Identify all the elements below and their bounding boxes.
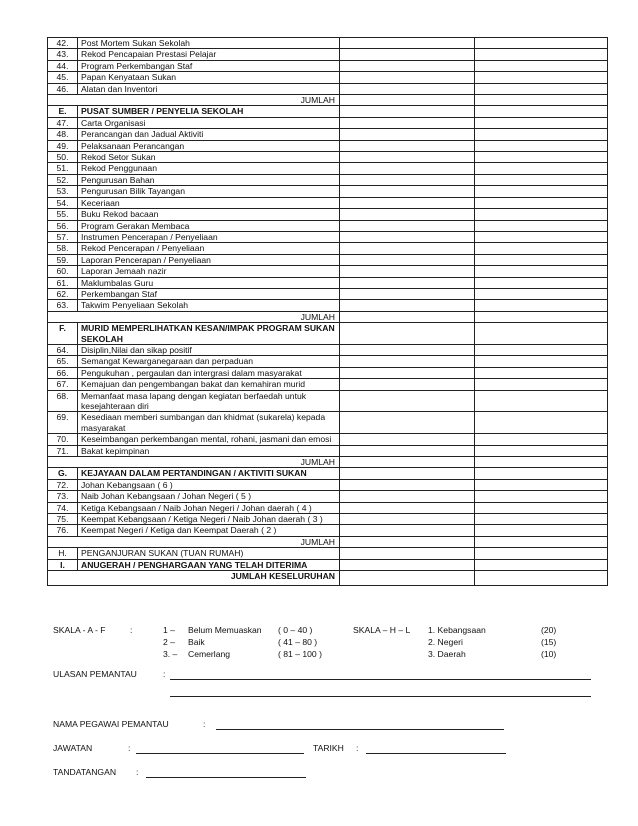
score-cell[interactable] bbox=[340, 311, 475, 322]
row-description: Rekod Pencerapan / Penyeliaan bbox=[78, 243, 340, 254]
row-number: 55. bbox=[48, 209, 78, 220]
score-cell[interactable] bbox=[340, 49, 475, 60]
score-cell[interactable] bbox=[340, 344, 475, 355]
remarks-cell[interactable] bbox=[475, 277, 608, 288]
remarks-cell[interactable] bbox=[475, 356, 608, 367]
item-row bbox=[48, 367, 608, 378]
remarks-cell[interactable] bbox=[475, 243, 608, 254]
row-description: Papan Kenyataan Sukan bbox=[78, 72, 340, 83]
remarks-cell[interactable] bbox=[475, 502, 608, 513]
row-number: 50. bbox=[48, 152, 78, 163]
scale-hl-points-3: (10) bbox=[541, 649, 557, 659]
item-row bbox=[48, 356, 608, 367]
total-row bbox=[48, 311, 608, 322]
row-number: 61. bbox=[48, 277, 78, 288]
score-cell[interactable] bbox=[340, 106, 475, 117]
scale-af-label: SKALA - A - F bbox=[53, 625, 106, 635]
row-description: Alatan dan Inventori bbox=[78, 83, 340, 94]
item-row bbox=[48, 174, 608, 185]
scale-af-no-3: 3. – bbox=[163, 649, 178, 659]
row-number: 49. bbox=[48, 140, 78, 151]
row-number: 74. bbox=[48, 502, 78, 513]
remarks-cell[interactable] bbox=[475, 95, 608, 106]
remarks-cell[interactable] bbox=[475, 129, 608, 140]
score-cell[interactable] bbox=[340, 129, 475, 140]
row-description: Program Gerakan Membaca bbox=[78, 220, 340, 231]
item-row bbox=[48, 277, 608, 288]
item-row bbox=[48, 344, 608, 355]
section-row bbox=[48, 559, 608, 570]
scale-af-range-1: ( 0 – 40 ) bbox=[278, 625, 313, 635]
row-number: 76. bbox=[48, 525, 78, 536]
remarks-cell[interactable] bbox=[475, 457, 608, 468]
ulasan-colon: : bbox=[163, 669, 166, 679]
row-description: Perancangan dan Jadual Aktiviti bbox=[78, 129, 340, 140]
score-cell[interactable] bbox=[340, 186, 475, 197]
row-number: F. bbox=[48, 323, 78, 345]
row-description: Kemajuan dan pengembangan bakat dan kemahiran murid bbox=[78, 379, 340, 390]
row-number: I. bbox=[48, 559, 78, 570]
remarks-cell[interactable] bbox=[475, 536, 608, 547]
remarks-cell[interactable] bbox=[475, 254, 608, 265]
jawatan-colon: : bbox=[128, 743, 131, 753]
tarikh-line[interactable] bbox=[366, 743, 506, 754]
scale-hl-name-2: 2. Negeri bbox=[428, 637, 463, 647]
row-description: Memanfaat masa lapang dengan kegiatan berfaedah untuk kesejahteraan diri bbox=[78, 390, 340, 412]
item-row bbox=[48, 49, 608, 60]
row-number: 59. bbox=[48, 254, 78, 265]
row-description: Kesediaan memberi sumbangan dan khidmat (sukarela) kepada masyarakat bbox=[78, 412, 340, 434]
item-row bbox=[48, 288, 608, 299]
total-label: JUMLAH bbox=[48, 457, 340, 468]
nama-label: NAMA PEGAWAI PEMANTAU bbox=[53, 719, 169, 729]
item-row bbox=[48, 479, 608, 490]
remarks-cell[interactable] bbox=[475, 514, 608, 525]
remarks-cell[interactable] bbox=[475, 231, 608, 242]
item-row bbox=[48, 197, 608, 208]
row-description: Johan Kebangsaan ( 6 ) bbox=[78, 479, 340, 490]
score-cell[interactable] bbox=[340, 288, 475, 299]
row-description: Maklumbalas Guru bbox=[78, 277, 340, 288]
item-row bbox=[48, 209, 608, 220]
score-cell[interactable] bbox=[340, 468, 475, 479]
score-cell[interactable] bbox=[340, 209, 475, 220]
row-number: 71. bbox=[48, 445, 78, 456]
row-number: E. bbox=[48, 106, 78, 117]
row-description: Rekod Penggunaan bbox=[78, 163, 340, 174]
total-label: JUMLAH bbox=[48, 536, 340, 547]
score-cell[interactable] bbox=[340, 277, 475, 288]
remarks-cell[interactable] bbox=[475, 38, 608, 49]
remarks-cell[interactable] bbox=[475, 197, 608, 208]
row-description: PENGANJURAN SUKAN (TUAN RUMAH) bbox=[78, 548, 340, 559]
score-cell[interactable] bbox=[340, 72, 475, 83]
score-cell[interactable] bbox=[340, 536, 475, 547]
row-description: Pengurusan Bilik Tayangan bbox=[78, 186, 340, 197]
score-cell[interactable] bbox=[340, 457, 475, 468]
remarks-cell[interactable] bbox=[475, 209, 608, 220]
score-cell[interactable] bbox=[340, 117, 475, 128]
score-cell[interactable] bbox=[340, 479, 475, 490]
item-row bbox=[48, 243, 608, 254]
remarks-cell[interactable] bbox=[475, 83, 608, 94]
jawatan-line[interactable] bbox=[136, 743, 304, 754]
score-cell[interactable] bbox=[340, 163, 475, 174]
row-number: 60. bbox=[48, 266, 78, 277]
row-description: Perkembangan Staf bbox=[78, 288, 340, 299]
row-number: 48. bbox=[48, 129, 78, 140]
row-description: Takwim Penyeliaan Sekolah bbox=[78, 300, 340, 311]
scale-af-name-2: Baik bbox=[188, 637, 205, 647]
item-row bbox=[48, 129, 608, 140]
row-number: 68. bbox=[48, 390, 78, 412]
score-cell[interactable] bbox=[340, 140, 475, 151]
item-row bbox=[48, 163, 608, 174]
row-description: Program Perkembangan Staf bbox=[78, 60, 340, 71]
item-row bbox=[48, 445, 608, 456]
score-cell[interactable] bbox=[340, 559, 475, 570]
row-number: 56. bbox=[48, 220, 78, 231]
tarikh-label: TARIKH bbox=[313, 743, 344, 753]
score-cell[interactable] bbox=[340, 548, 475, 559]
section-row bbox=[48, 548, 608, 559]
remarks-cell[interactable] bbox=[475, 140, 608, 151]
nama-line[interactable] bbox=[216, 719, 504, 730]
evaluation-form bbox=[47, 37, 607, 586]
item-row bbox=[48, 525, 608, 536]
score-cell[interactable] bbox=[340, 231, 475, 242]
remarks-cell[interactable] bbox=[475, 106, 608, 117]
row-description: Semangat Kewarganegaraan dan perpaduan bbox=[78, 356, 340, 367]
row-number: 67. bbox=[48, 379, 78, 390]
remarks-cell[interactable] bbox=[475, 525, 608, 536]
remarks-cell[interactable] bbox=[475, 72, 608, 83]
score-cell[interactable] bbox=[340, 254, 475, 265]
score-cell[interactable] bbox=[340, 390, 475, 412]
score-cell[interactable] bbox=[340, 323, 475, 345]
section-row bbox=[48, 468, 608, 479]
item-row bbox=[48, 231, 608, 242]
scale-hl-points-2: (15) bbox=[541, 637, 557, 647]
scale-hl-points-1: (20) bbox=[541, 625, 557, 635]
score-cell[interactable] bbox=[340, 38, 475, 49]
remarks-cell[interactable] bbox=[475, 412, 608, 434]
row-description: Keempat Negeri / Ketiga dan Keempat Daerah ( 2 ) bbox=[78, 525, 340, 536]
row-number: 75. bbox=[48, 514, 78, 525]
row-description: PUSAT SUMBER / PENYELIA SEKOLAH bbox=[78, 106, 340, 117]
remarks-cell[interactable] bbox=[475, 49, 608, 60]
row-number: 51. bbox=[48, 163, 78, 174]
remarks-cell[interactable] bbox=[475, 344, 608, 355]
item-row bbox=[48, 502, 608, 513]
row-description: Keempat Kebangsaan / Ketiga Negeri / Naib Johan daerah ( 3 ) bbox=[78, 514, 340, 525]
row-number: G. bbox=[48, 468, 78, 479]
remarks-cell[interactable] bbox=[475, 220, 608, 231]
item-row bbox=[48, 514, 608, 525]
item-row bbox=[48, 434, 608, 445]
item-row bbox=[48, 491, 608, 502]
score-cell[interactable] bbox=[340, 514, 475, 525]
scale-af-no-2: 2 – bbox=[163, 637, 175, 647]
remarks-cell[interactable] bbox=[475, 300, 608, 311]
item-row bbox=[48, 300, 608, 311]
row-number: 63. bbox=[48, 300, 78, 311]
row-number: 66. bbox=[48, 367, 78, 378]
scale-af-name-1: Belum Memuaskan bbox=[188, 625, 262, 635]
row-description: Keseimbangan perkembangan mental, rohani, jasmani dan emosi bbox=[78, 434, 340, 445]
row-description: Laporan Jemaah nazir bbox=[78, 266, 340, 277]
score-cell[interactable] bbox=[340, 83, 475, 94]
item-row bbox=[48, 220, 608, 231]
remarks-cell[interactable] bbox=[475, 174, 608, 185]
row-number: 45. bbox=[48, 72, 78, 83]
score-cell[interactable] bbox=[340, 367, 475, 378]
row-description: Ketiga Kebangsaan / Naib Johan Negeri / Johan daerah ( 4 ) bbox=[78, 502, 340, 513]
score-cell[interactable] bbox=[340, 379, 475, 390]
remarks-cell[interactable] bbox=[475, 311, 608, 322]
item-row bbox=[48, 152, 608, 163]
row-number: 44. bbox=[48, 60, 78, 71]
row-description: Carta Organisasi bbox=[78, 117, 340, 128]
row-number: 52. bbox=[48, 174, 78, 185]
row-number: 53. bbox=[48, 186, 78, 197]
score-cell[interactable] bbox=[340, 243, 475, 254]
row-description: Naib Johan Kebangsaan / Johan Negeri ( 5 ) bbox=[78, 491, 340, 502]
score-cell[interactable] bbox=[340, 95, 475, 106]
scale-af-range-2: ( 41 – 80 ) bbox=[278, 637, 318, 647]
tandatangan-line[interactable] bbox=[146, 767, 306, 778]
remarks-cell[interactable] bbox=[475, 468, 608, 479]
score-cell[interactable] bbox=[340, 412, 475, 434]
score-cell[interactable] bbox=[340, 434, 475, 445]
total-row bbox=[48, 95, 608, 106]
row-number: 65. bbox=[48, 356, 78, 367]
item-row bbox=[48, 38, 608, 49]
row-number: 62. bbox=[48, 288, 78, 299]
remarks-cell[interactable] bbox=[475, 390, 608, 412]
grand-total-label: JUMLAH KESELURUHAN bbox=[48, 571, 340, 586]
row-number: H. bbox=[48, 548, 78, 559]
row-number: 47. bbox=[48, 117, 78, 128]
remarks-cell[interactable] bbox=[475, 186, 608, 197]
scale-af-colon: : bbox=[130, 625, 133, 635]
tandatangan-label: TANDATANGAN bbox=[53, 767, 117, 777]
score-cell[interactable] bbox=[340, 220, 475, 231]
item-row bbox=[48, 390, 608, 412]
row-number: 43. bbox=[48, 49, 78, 60]
row-description: KEJAYAAN DALAM PERTANDINGAN / AKTIVITI SUKAN bbox=[78, 468, 340, 479]
ulasan-line-2[interactable] bbox=[170, 686, 591, 697]
row-description: Pengurusan Bahan bbox=[78, 174, 340, 185]
item-row bbox=[48, 412, 608, 434]
remarks-cell[interactable] bbox=[475, 152, 608, 163]
row-number: 54. bbox=[48, 197, 78, 208]
score-cell[interactable] bbox=[340, 502, 475, 513]
remarks-cell[interactable] bbox=[475, 288, 608, 299]
scale-af-no-1: 1 – bbox=[163, 625, 175, 635]
row-description: Laporan Pencerapan / Penyeliaan bbox=[78, 254, 340, 265]
remarks-cell[interactable] bbox=[475, 559, 608, 570]
row-description: Instrumen Pencerapan / Penyeliaan bbox=[78, 231, 340, 242]
total-row bbox=[48, 457, 608, 468]
nama-colon: : bbox=[203, 719, 206, 729]
section-row bbox=[48, 106, 608, 117]
score-cell[interactable] bbox=[340, 266, 475, 277]
remarks-cell[interactable] bbox=[475, 479, 608, 490]
remarks-cell[interactable] bbox=[475, 323, 608, 345]
row-description: Rekod Pencapaian Prestasi Pelajar bbox=[78, 49, 340, 60]
evaluation-table bbox=[47, 37, 608, 586]
score-cell[interactable] bbox=[340, 197, 475, 208]
item-row bbox=[48, 254, 608, 265]
remarks-cell[interactable] bbox=[475, 60, 608, 71]
total-label: JUMLAH bbox=[48, 95, 340, 106]
item-row bbox=[48, 117, 608, 128]
scale-af-range-3: ( 81 – 100 ) bbox=[278, 649, 322, 659]
grand-total-row bbox=[48, 571, 608, 586]
score-cell[interactable] bbox=[340, 356, 475, 367]
remarks-cell[interactable] bbox=[475, 379, 608, 390]
row-number: 64. bbox=[48, 344, 78, 355]
scale-hl-label: SKALA – H – L bbox=[353, 625, 411, 635]
row-number: 73. bbox=[48, 491, 78, 502]
item-row bbox=[48, 72, 608, 83]
remarks-cell[interactable] bbox=[475, 266, 608, 277]
row-description: Disiplin,Nilai dan sikap positif bbox=[78, 344, 340, 355]
row-number: 70. bbox=[48, 434, 78, 445]
row-number: 46. bbox=[48, 83, 78, 94]
remarks-cell[interactable] bbox=[475, 163, 608, 174]
section-row bbox=[48, 323, 608, 345]
remarks-cell[interactable] bbox=[475, 445, 608, 456]
total-label: JUMLAH bbox=[48, 311, 340, 322]
item-row bbox=[48, 186, 608, 197]
row-description: ANUGERAH / PENGHARGAAN YANG TELAH DITERIMA bbox=[78, 559, 340, 570]
remarks-cell[interactable] bbox=[475, 548, 608, 559]
score-cell[interactable] bbox=[340, 525, 475, 536]
item-row bbox=[48, 140, 608, 151]
remarks-cell[interactable] bbox=[475, 571, 608, 586]
remarks-cell[interactable] bbox=[475, 367, 608, 378]
total-row bbox=[48, 536, 608, 547]
row-description: Keceriaan bbox=[78, 197, 340, 208]
row-description: Rekod Setor Sukan bbox=[78, 152, 340, 163]
ulasan-label: ULASAN PEMANTAU bbox=[53, 669, 137, 679]
row-number: 57. bbox=[48, 231, 78, 242]
score-cell[interactable] bbox=[340, 300, 475, 311]
jawatan-label: JAWATAN bbox=[53, 743, 93, 753]
row-number: 42. bbox=[48, 38, 78, 49]
scale-hl-name-3: 3. Daerah bbox=[428, 649, 466, 659]
score-cell[interactable] bbox=[340, 174, 475, 185]
score-cell[interactable] bbox=[340, 491, 475, 502]
scale-af-name-3: Cemerlang bbox=[188, 649, 231, 659]
tandatangan-colon: : bbox=[136, 767, 139, 777]
row-description: Pelaksanaan Perancangan bbox=[78, 140, 340, 151]
row-description: Buku Rekod bacaan bbox=[78, 209, 340, 220]
item-row bbox=[48, 266, 608, 277]
score-cell[interactable] bbox=[340, 571, 475, 586]
remarks-cell[interactable] bbox=[475, 434, 608, 445]
row-description: MURID MEMPERLIHATKAN KESAN/IMPAK PROGRAM SUKAN SEKOLAH bbox=[78, 323, 340, 345]
row-number: 72. bbox=[48, 479, 78, 490]
row-description: Post Mortem Sukan Sekolah bbox=[78, 38, 340, 49]
remarks-cell[interactable] bbox=[475, 117, 608, 128]
ulasan-line-1[interactable] bbox=[170, 669, 591, 680]
item-row bbox=[48, 83, 608, 94]
row-number: 58. bbox=[48, 243, 78, 254]
row-number: 69. bbox=[48, 412, 78, 434]
scale-hl-name-1: 1. Kebangsaan bbox=[428, 625, 486, 635]
score-cell[interactable] bbox=[340, 60, 475, 71]
remarks-cell[interactable] bbox=[475, 491, 608, 502]
score-cell[interactable] bbox=[340, 445, 475, 456]
score-cell[interactable] bbox=[340, 152, 475, 163]
row-description: Pengukuhan , pergaulan dan intergrasi dalam masyarakat bbox=[78, 367, 340, 378]
item-row bbox=[48, 379, 608, 390]
row-description: Bakat kepimpinan bbox=[78, 445, 340, 456]
tarikh-colon: : bbox=[356, 743, 359, 753]
item-row bbox=[48, 60, 608, 71]
